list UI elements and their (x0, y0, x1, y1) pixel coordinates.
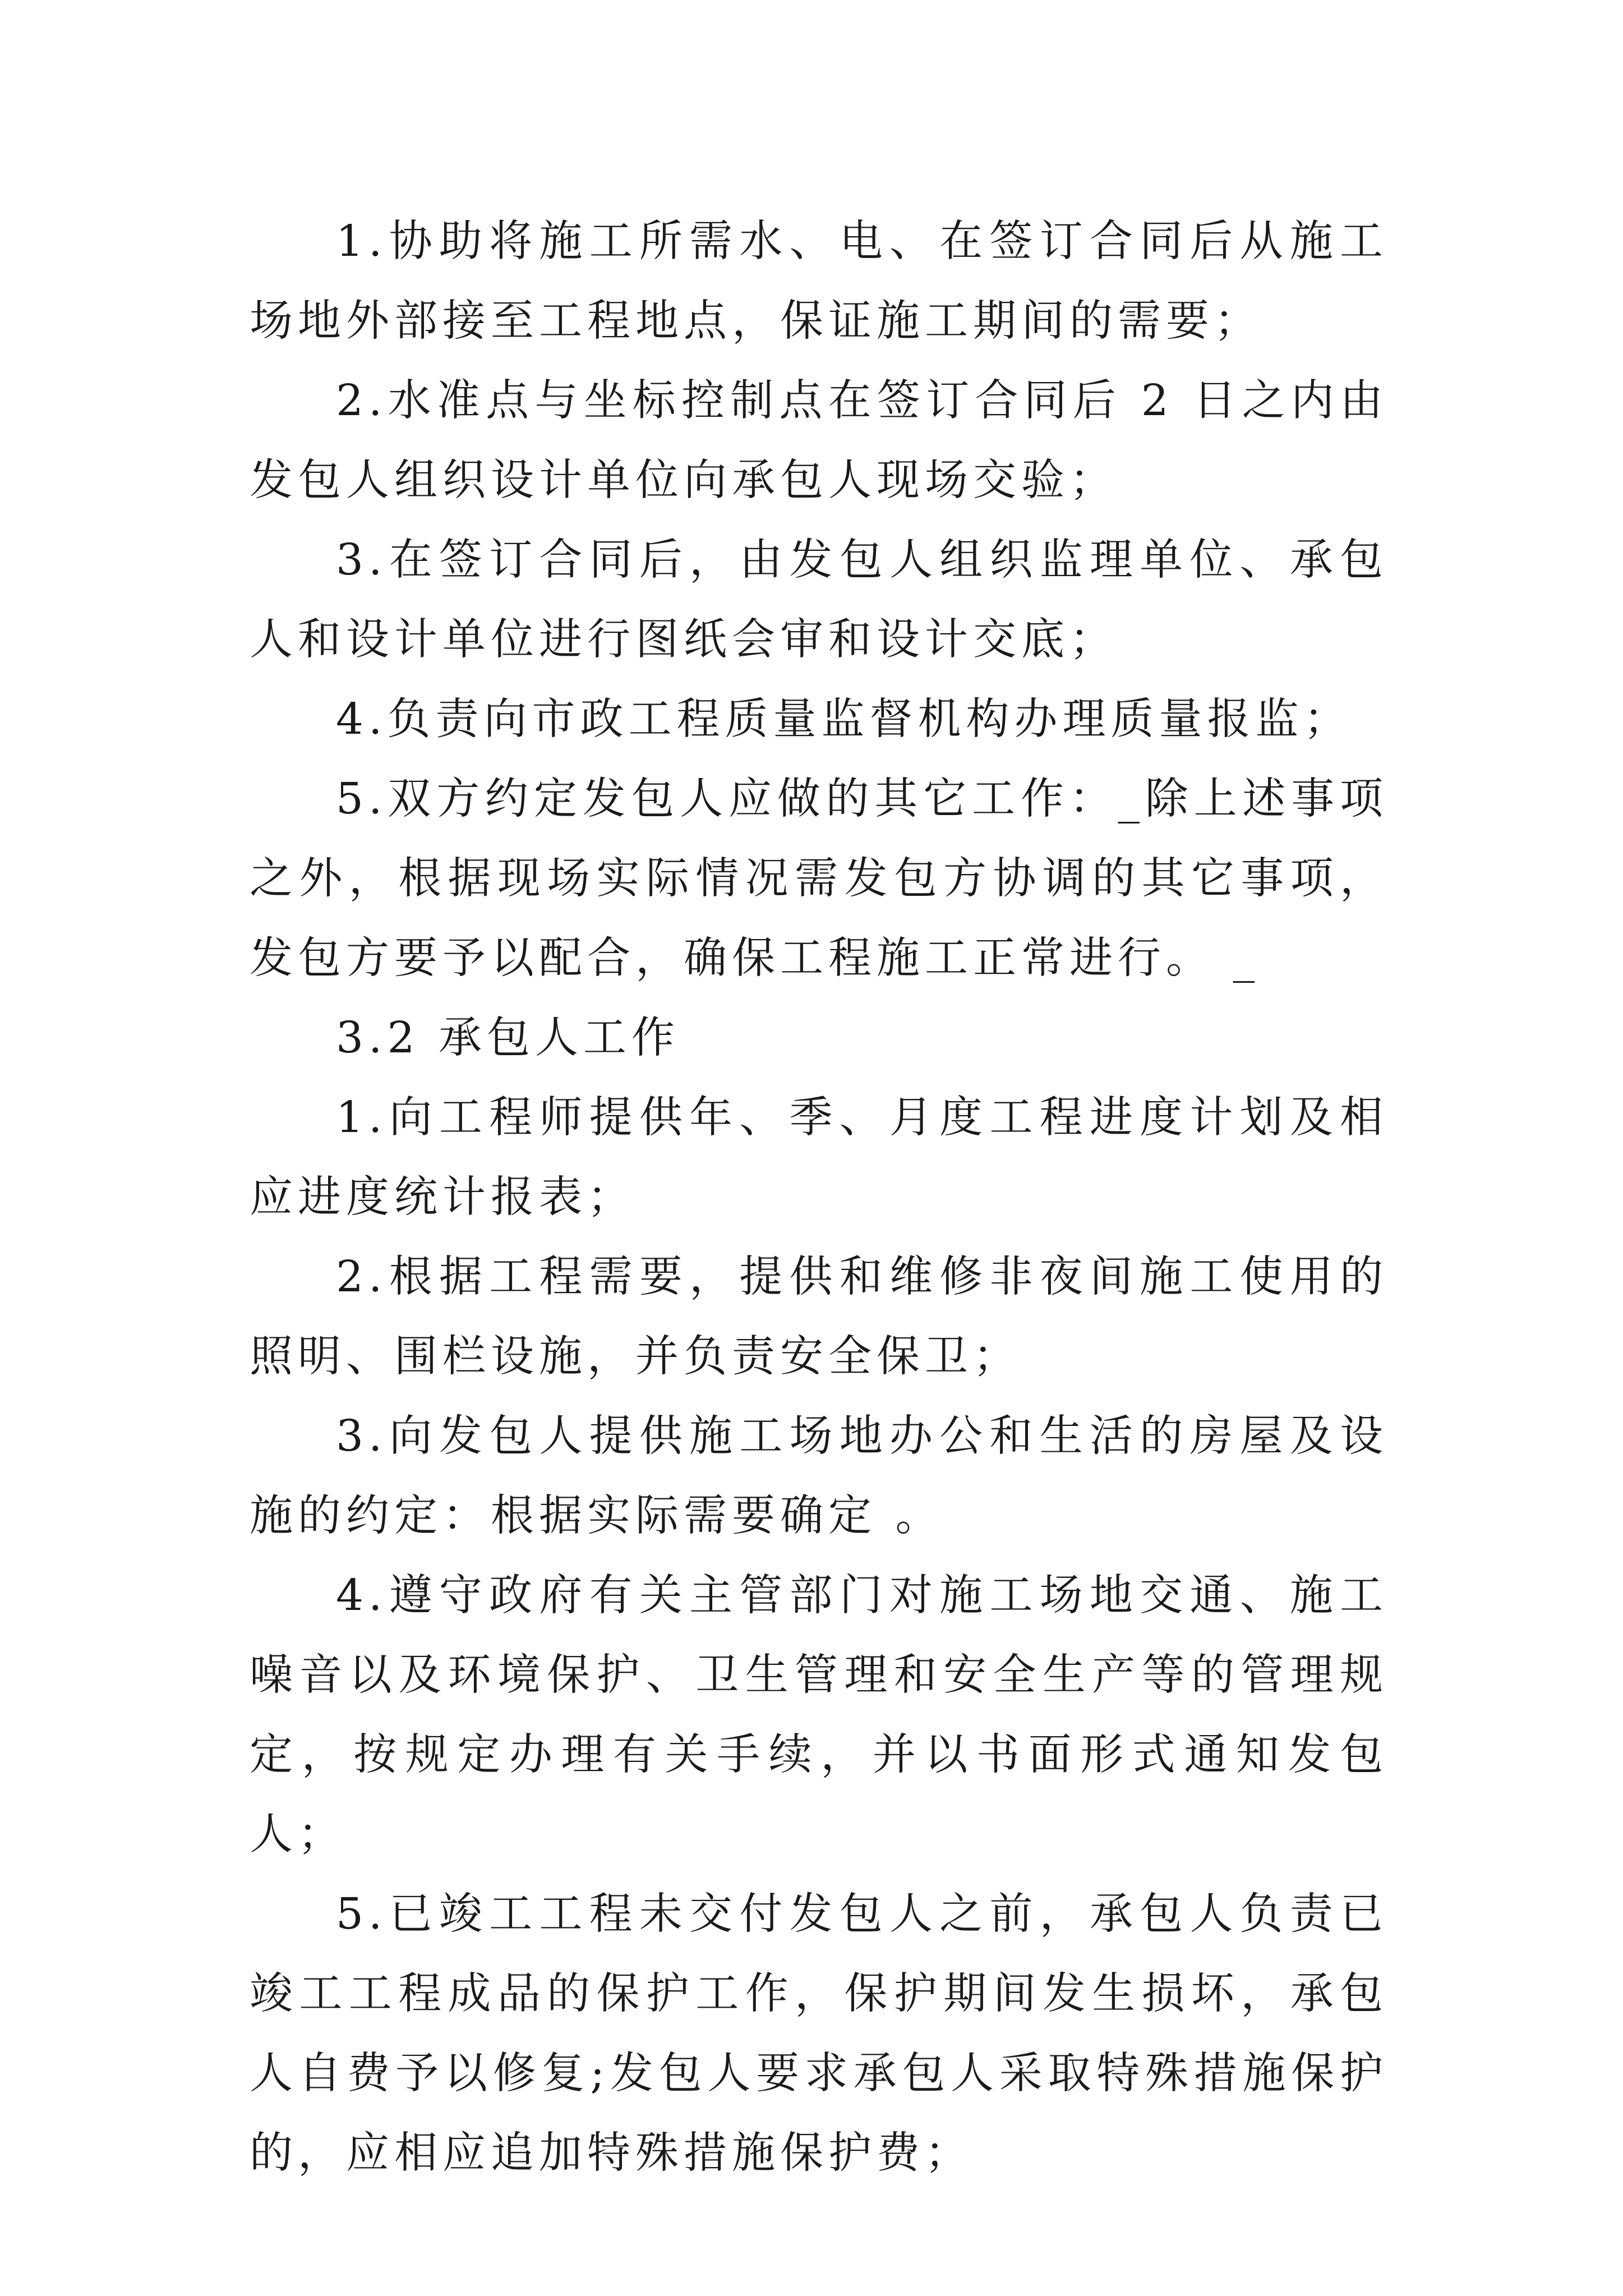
paragraph-10: 5.已竣工工程未交付发包人之前，承包人负责已竣工工程成品的保护工作，保护期间发生损坏，承包人自费予以修复;发包人要求承包人采取特殊措施保护的，应相应追加特殊措施保护费； (250, 1889, 1388, 2178)
document-body (250, 202, 1388, 2193)
paragraph-1: 1.协助将施工所需水、电、在签订合同后从施工场地外部接至工程地点，保证施工期间的需要； (250, 217, 1388, 346)
paragraph-8: 3.向发包人提供施工场地办公和生活的房屋及设施的约定：根据实际需要确定 。 (250, 1411, 1388, 1541)
paragraph-4: 4.负责向市政工程质量监督机构办理质量报监； (336, 694, 1352, 744)
paragraph-3: 3.在签订合同后，由发包人组织监理单位、承包人和设计单位进行图纸会审和设计交底； (250, 535, 1388, 665)
paragraph-7: 2.根据工程需要，提供和维修非夜间施工使用的照明、围栏设施，并负责安全保卫； (250, 1252, 1388, 1382)
paragraph-9: 4.遵守政府有关主管部门对施工场地交通、施工噪音以及环境保护、卫生管理和安全生产等的管理规定，按规定办理有关手续，并以书面形式通知发包人； (250, 1571, 1388, 1860)
paragraph-2: 2.水准点与坐标控制点在签订合同后 2 日之内由发包人组织设计单位向承包人现场交验； (250, 376, 1388, 505)
section-heading: 3.2 承包人工作 (336, 1013, 680, 1063)
paragraph-5: 5.双方约定发包人应做的其它工作：_除上述事项之外，根据现场实际情况需发包方协调的其它事项，发包方要予以配合，确保工程施工正常进行。 _ (250, 774, 1388, 983)
paragraph-6: 1.向工程师提供年、季、月度工程进度计划及相应进度统计报表； (250, 1093, 1388, 1222)
